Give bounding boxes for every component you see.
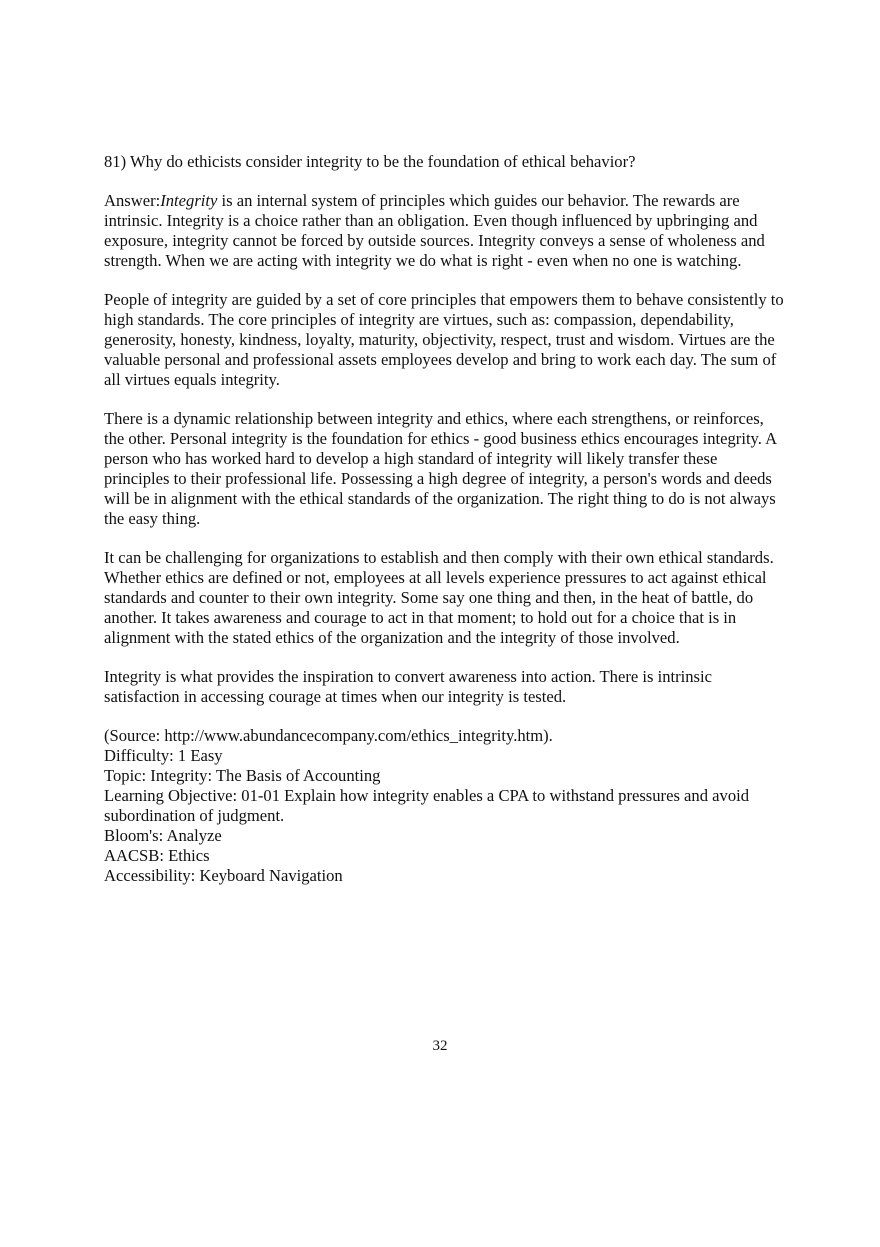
topic-line: Topic: Integrity: The Basis of Accounting — [104, 766, 381, 785]
accessibility-line: Accessibility: Keyboard Navigation — [104, 866, 343, 885]
learning-objective-line: Learning Objective: 01-01 Explain how integrity enables a CPA to withstand pressures and avoid subordination of judgment. — [104, 786, 750, 825]
answer-paragraph-5: Integrity is what provides the inspiration to convert awareness into action. There is intrinsic satisfaction in accessing courage at times when our integrity is tested. — [104, 667, 712, 706]
answer-paragraph-2: People of integrity are guided by a set of core principles that empowers them to behave consistently to high standards. The core principles of integrity are virtues, such as: compassion, dependability, generosity, honesty, kindness, loyalty, maturity, objectivity, respect, trust and wisdom. Virtues are the valuable personal and professional assets employees develop and bring to work each day. The sum of all virtues equals integrity. — [104, 290, 784, 389]
answer-emphasis: Integrity — [160, 191, 218, 210]
question-number: 81) — [104, 152, 127, 171]
answer-paragraph-3: There is a dynamic relationship between integrity and ethics, where each strengthens, or reinforces, the other. Personal integrity is the foundation for ethics - good business ethics encourages integrity. A person who has worked hard to develop a high standard of integrity will likely transfer these principles to their professional life. Possessing a high degree of integrity, a person's words and deeds will be in alignment with the ethical standards of the organization. The right thing to do is not always the easy thing. — [104, 409, 777, 528]
source-line: (Source: http://www.abundancecompany.com/ethics_integrity.htm). — [104, 726, 553, 745]
page-number: 32 — [432, 1038, 448, 1054]
question-metadata — [104, 726, 784, 886]
document-page — [104, 152, 784, 886]
answer-paragraph-1 — [104, 191, 784, 271]
aacsb-line: AACSB: Ethics — [104, 846, 210, 865]
question-text: Why do ethicists consider integrity to be the foundation of ethical behavior? — [129, 152, 636, 171]
answer-text: is an internal system of principles which guides our behavior. The rewards are intrinsic. Integrity is a choice rather than an obligation. Even though influenced by upbringing and exposure, integrity cannot be forced by outside sources. Integrity conveys a sense of wholeness and strength. When we are acting with integrity we do what is right - even when no one is watching. — [104, 191, 765, 270]
answer-paragraph-4: It can be challenging for organizations to establish and then comply with their own ethical standards. Whether ethics are defined or not, employees at all levels experience pressures to act against ethical standards and counter to their own integrity. Some say one thing and then, in the heat of battle, do another. It takes awareness and courage to act in that moment; to hold out for a choice that is in alignment with the stated ethics of the organization and the integrity of those involved. — [104, 548, 774, 647]
difficulty-line: Difficulty: 1 Easy — [104, 746, 223, 765]
question — [104, 152, 784, 172]
blooms-line: Bloom's: Analyze — [104, 826, 222, 845]
answer-label: Answer: — [104, 191, 161, 210]
